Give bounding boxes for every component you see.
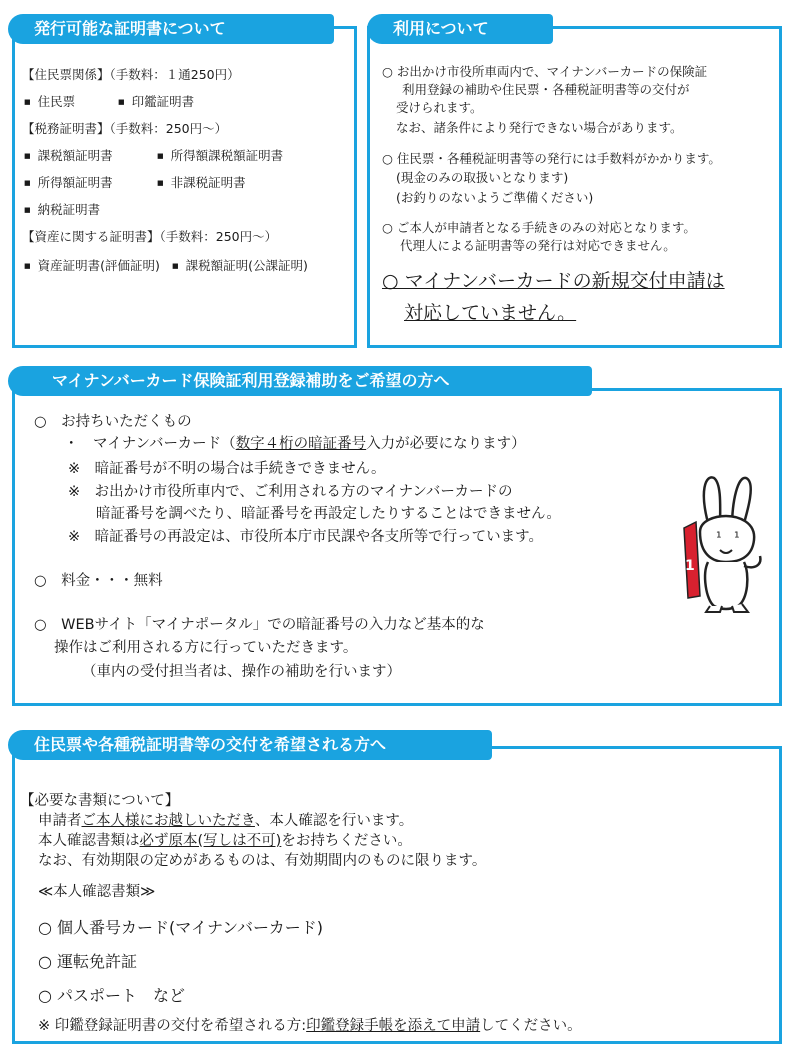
id-doc-item: ○ 運転免許証 <box>38 952 138 971</box>
note-text: してください。 <box>480 1018 582 1034</box>
list-item: ■ 所得額証明書 <box>24 173 113 191</box>
id-doc-item: ○ パスポート など <box>38 986 186 1005</box>
note-text: ※ お出かけ市役所車内で、ご利用される方のマイナンバーカードの <box>68 484 513 500</box>
usage-text: (お釣りのないようご準備ください) <box>396 190 594 205</box>
mascot-eye-left: ¹ <box>716 530 722 546</box>
zeimu-header: 【税務証明書】（手数料：250円～） <box>22 121 228 136</box>
web-text: （車内の受付担当者は、操作の補助を行います） <box>82 664 401 680</box>
note-text-underlined: 印鑑登録手帳を添えて申請 <box>306 1018 481 1034</box>
list-item: ■ 資産証明書(評価証明) <box>24 256 160 274</box>
docs-line <box>38 809 413 830</box>
item-mynumber-card <box>64 432 526 453</box>
usage-text: (現金のみの取扱いとなります) <box>396 170 569 185</box>
docs-heading: 【必要な書類について】 <box>20 793 180 809</box>
docs-text: 申請者 <box>38 813 82 829</box>
notice-text: 対応していません。 <box>404 302 577 324</box>
mascot-eye-right: ¹ <box>734 530 740 546</box>
item-text: 入力が必要になります） <box>366 436 526 452</box>
docs-line: なお、有効期限の定めがあるものは、有効期間内のものに限ります。 <box>38 853 487 869</box>
seal-registration-note <box>38 1014 582 1035</box>
usage-text: 代理人による証明書等の発行は対応できません。 <box>400 238 676 253</box>
item-text: ・ マイナンバーカード（ <box>64 436 236 452</box>
notice-text: ○ マイナンバーカードの新規交付申請は <box>382 270 725 292</box>
list-item: ■ 納税証明書 <box>24 200 100 218</box>
list-item: ■ 非課税証明書 <box>157 173 246 191</box>
docs-text: をお持ちください。 <box>281 833 412 849</box>
insurance-registration-title: マイナンバーカード保険証利用登録補助をご希望の方へ <box>8 366 592 396</box>
certificate-issue-title: 住民票や各種税証明書等の交付を希望される方へ <box>8 730 492 760</box>
shisan-header: 【資産に関する証明書】（手数料：250円～） <box>22 229 278 244</box>
web-text: ○ WEBサイト「マイナポータル」での暗証番号の入力など基本的な <box>34 617 485 633</box>
list-item: ■ 所得額課税額証明書 <box>157 146 283 164</box>
juminhyo-header: 【住民票関係】（手数料：１通250円） <box>22 67 240 82</box>
note-text: ※ 暗証番号が不明の場合は手続きできません。 <box>68 461 386 477</box>
docs-line <box>38 829 412 850</box>
docs-text: 、本人確認を行います。 <box>254 813 414 829</box>
usage-text: 利用登録の補助や住民票・各種税証明書等の交付が <box>402 82 690 97</box>
usage-text: なお、諸条件により発行できない場合があります。 <box>396 120 683 135</box>
list-item: ■ 課税額証明書 <box>24 146 113 164</box>
list-item: ■ 課税額証明(公課証明) <box>172 256 308 274</box>
note-text: 暗証番号を調べたり、暗証番号を再設定したりすることはできません。 <box>96 506 561 522</box>
item-text-underlined: 数字４桁の暗証番号 <box>235 436 367 452</box>
docs-text-underlined: 必ず原本(写しは不可) <box>139 833 282 849</box>
rabbit-mascot-icon <box>676 470 776 615</box>
usage-text: ○ 住民票・各種税証明書等の発行には手数料がかかります。 <box>382 151 721 166</box>
note-text: ※ 印鑑登録証明書の交付を希望される方: <box>38 1018 307 1034</box>
id-docs-heading: ≪本人確認書類≫ <box>38 884 156 900</box>
docs-text-underlined: ご本人様にお越しいただき <box>81 813 255 829</box>
list-item: ■ 住民票 <box>24 92 75 110</box>
usage-title: 利用について <box>367 14 553 44</box>
id-doc-item: ○ 個人番号カード(マイナンバーカード) <box>38 918 323 937</box>
mascot-badge-text: 1 <box>685 558 695 574</box>
usage-text: 受けられます。 <box>396 100 483 115</box>
docs-text: 本人確認書類は <box>38 833 140 849</box>
issuable-certificates-title: 発行可能な証明書について <box>8 14 334 44</box>
fee-text: ○ 料金・・・無料 <box>34 573 163 589</box>
usage-text: ○ ご本人が申請者となる手続きのみの対応となります。 <box>382 220 696 235</box>
list-item: ■ 印鑑証明書 <box>118 92 194 110</box>
items-heading: ○ お持ちいただくもの <box>34 414 192 430</box>
note-text: ※ 暗証番号の再設定は、市役所本庁市民課や各支所等で行っています。 <box>68 529 543 545</box>
usage-text: ○ お出かけ市役所車両内で、マイナンバーカードの保険証 <box>382 64 708 79</box>
web-text: 操作はご利用される方に行っていただきます。 <box>54 640 358 656</box>
